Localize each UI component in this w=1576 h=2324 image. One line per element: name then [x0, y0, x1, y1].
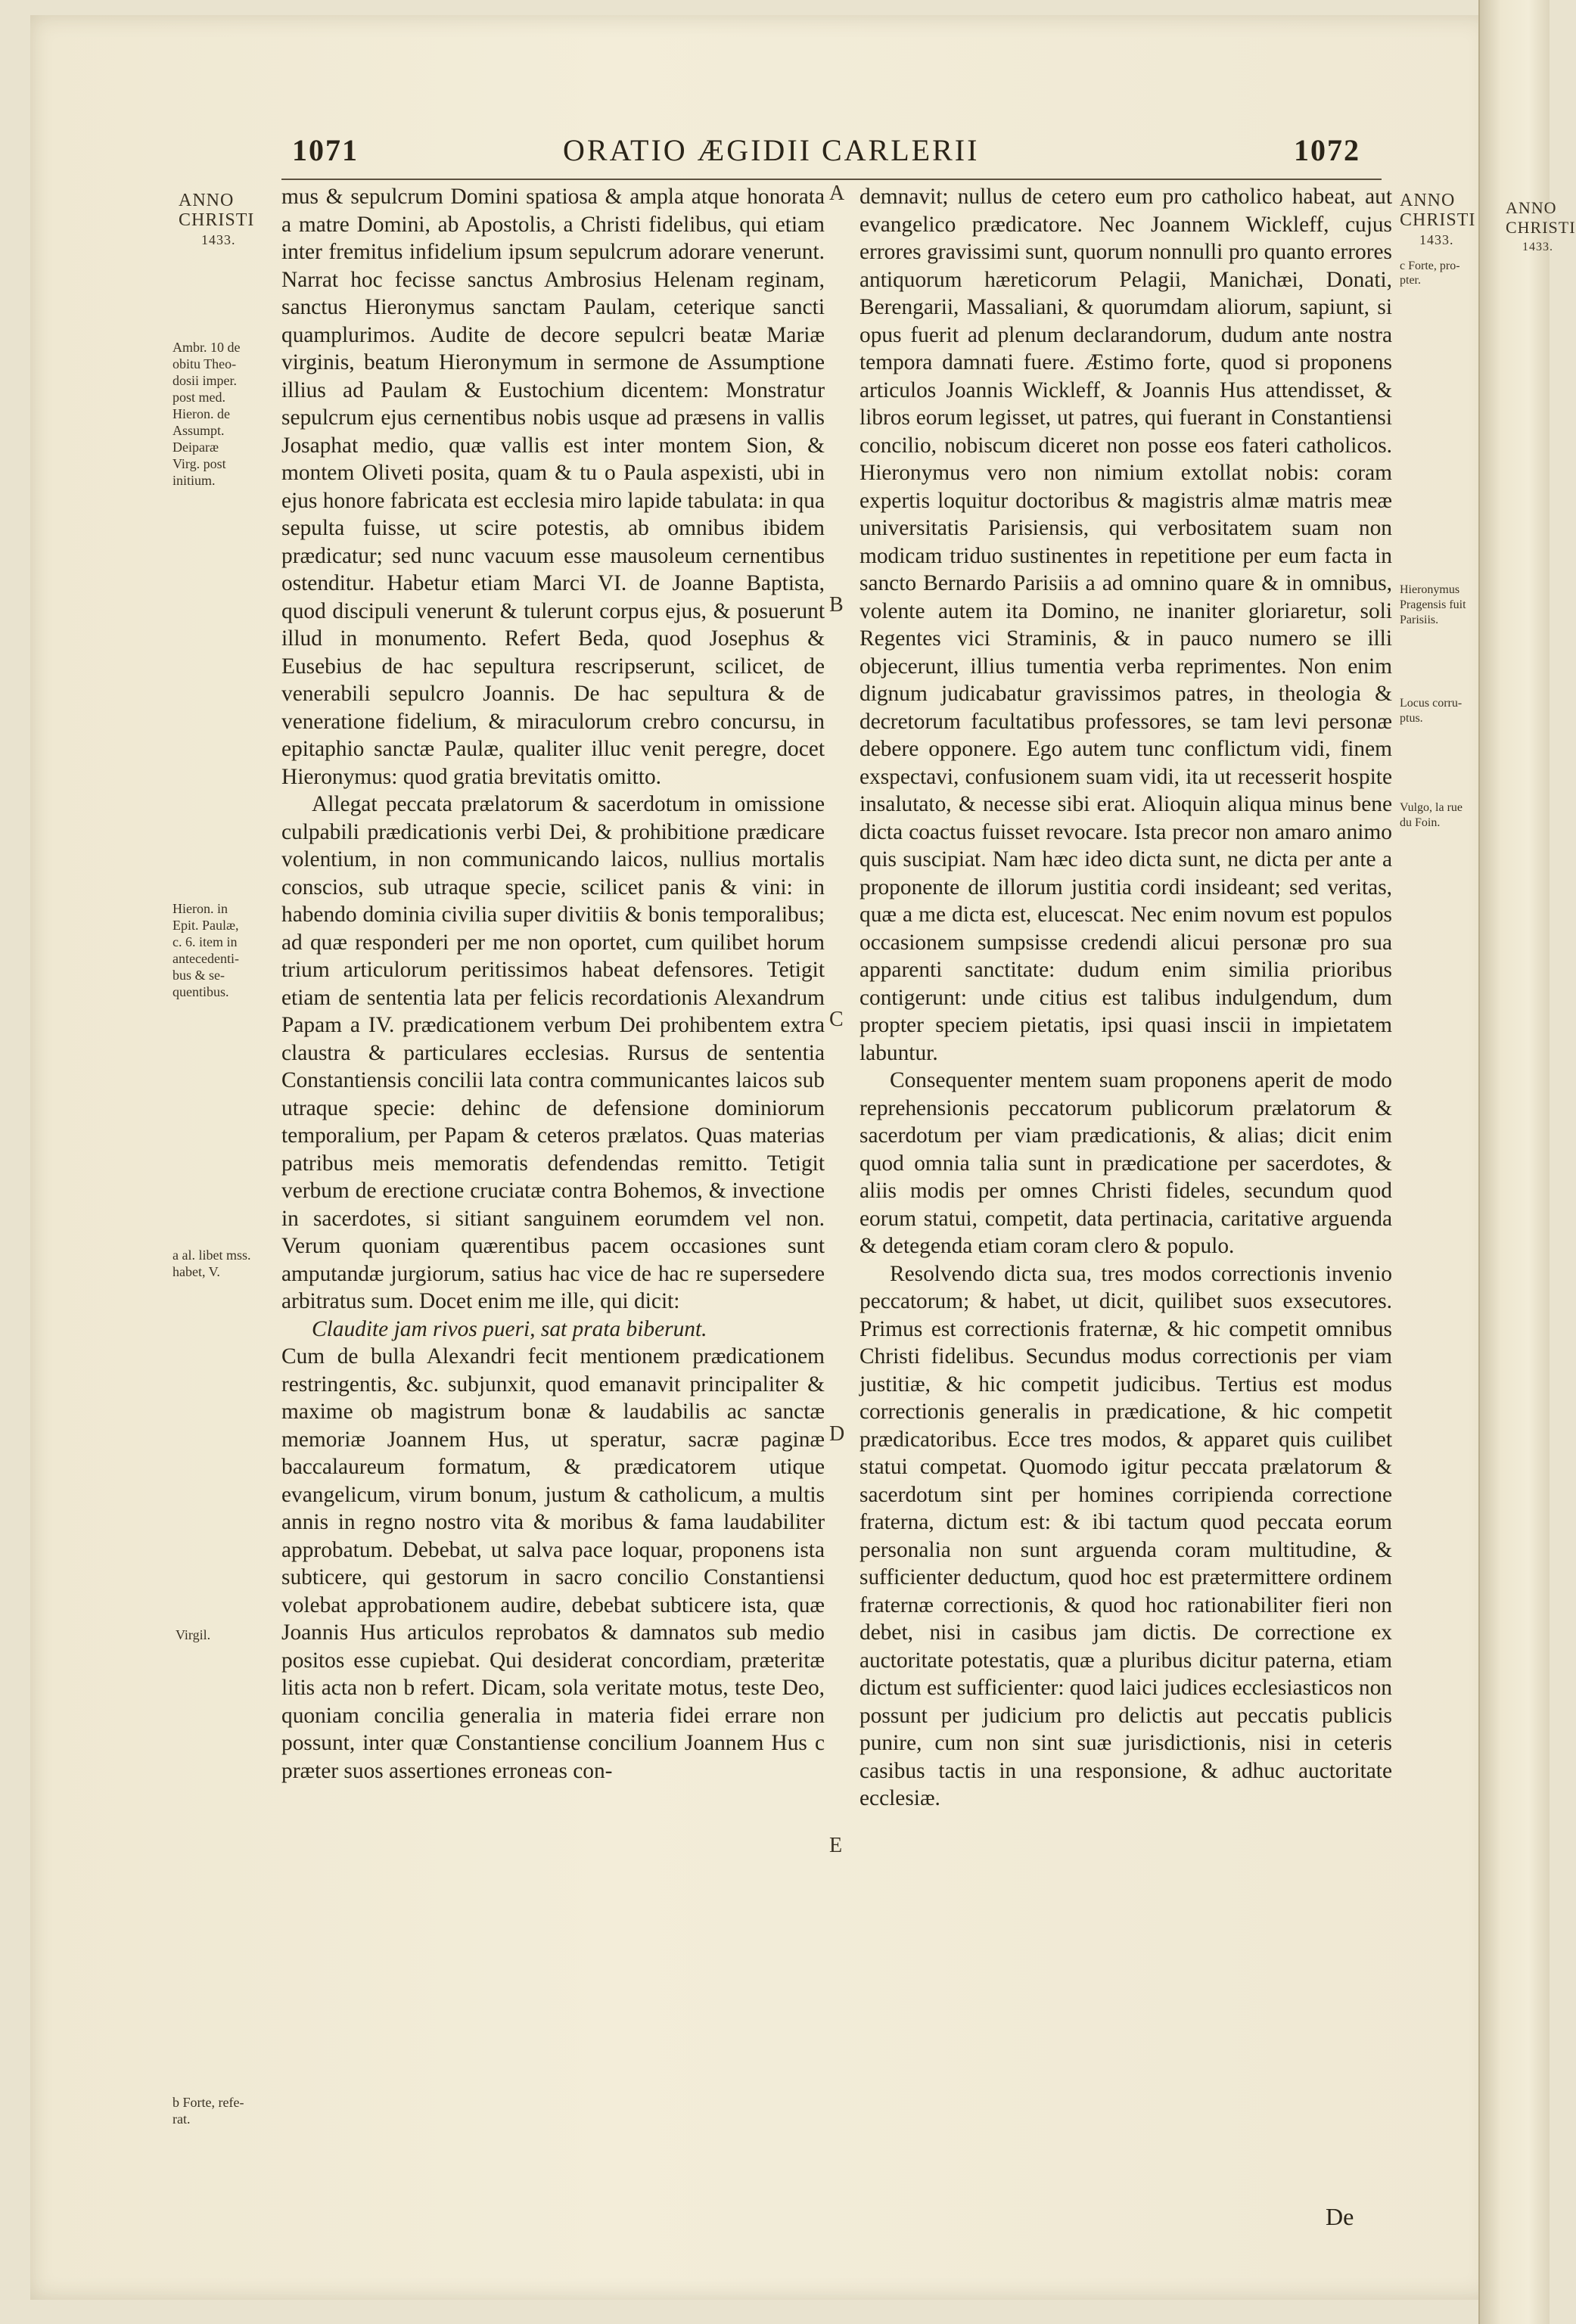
note-line: b Forte, refe-: [173, 2095, 244, 2110]
section-letter-c: C: [829, 1008, 844, 1031]
note-line: Ambr. 10 de: [173, 340, 241, 355]
anno-label: ANNO: [179, 191, 235, 210]
catchword: De: [1326, 2203, 1354, 2230]
note-line: c Forte, pro-: [1400, 259, 1460, 272]
right-page-number: 1072: [1294, 133, 1360, 167]
margin-note-locus: [1400, 696, 1462, 726]
note-line: Locus corru-: [1400, 697, 1463, 710]
note-line: c. 6. item in: [173, 934, 238, 949]
note-line: habet, V.: [173, 1264, 220, 1279]
margin-note-vulgo: [1400, 800, 1463, 831]
paragraph: Resolvendo dicta sua, tres modos correctionis invenio peccatorum; & habet, ut dicit, quilibet suos exsecutores. Primus est correctionis fraternæ, & hic competit omnibus Christi fidelibus. Secundus modus correctionis per viam justitiæ, & hic competit judicibus. Tertius est modus correctionis generalis in prædicatione, & hic competit prædicatoribus. Ecce tres modos, & apparet quis cuilibet statui competat. Quomodo igitur peccata prælatorum & sacerdotum sint per homines corripienda correctione fraterna, dictum est: & ibi tactum quod peccata eorum personalia non sunt arguenda coram multitudine, & sufficienter deductum, quod hoc est prætermittere ordinem fraternæ correctionis, & quod hoc rationabiliter fieri non debet, nisi in casibus jam dictis. De correctione ex auctoritate potestatis, quæ a pluribus dicitur paterna, etiam dictum est sufficienter: quod laici judices ecclesiasticos non possunt per judicium pro delictis aut peccatis publicis punire, cum non sint suæ jurisdictionis, nisi in ceteris casibus tactis in una responsione, & adhuc auctoritate ecclesiæ.: [859, 1261, 1392, 1810]
verse-quote: [281, 1316, 825, 1344]
note-line: quentibus.: [173, 984, 229, 999]
christi-label: CHRISTI: [179, 210, 255, 230]
paragraph: Consequenter mentem suam proponens aperit de modo reprehensionis peccatorum publicorum prælatorum & sacerdotum per viam prædicationis, & alias; dicit enim quod omnia talia sunt in prædicatione per sacerdotes, & aliis modis per omnes Christi fideles, secundum quod eorum statui, competit, data pertinacia, caritative arguenda & detegenda etiam coram clero & populo.: [859, 1068, 1392, 1258]
note-line: Assumpt.: [173, 423, 225, 438]
paragraph: Allegat peccata prælatorum & sacerdotum in omissione culpabili prædicationis verbi Dei, & prohibitione prædicare volentium, in non communicando laicos, nullius mortalis conscios, sub utraque specie, scilicet panis & vini: in habendo dominia civilia super divitiis & bonis temporalibus; ad quæ responderi per me non oportet, cum quilibet horum trium articulorum peritissimos habeat defensores. Tetigit etiam de sententia lata per felicis recordationis Alexandrum Papam a IV. prædicationem verbum Dei prohibentem extra claustra & particulares ecclesias. Rursus de sententia Constantiensis concilii lata contra communicantes laicos sub utraque specie: dehinc de defensione dominiorum temporalium, per Papam & ceteros prælatos. Quas materias patribus meis memoratis defendendas remitto. Tetigit verbum de erectione cruciatæ contra Bohemos, & invectione in sacerdotes, si sitiant sanguinem eorumdem vel non. Verum quoniam quærentibus pacem occasiones sunt amputandæ jurgiorum, satius hac vice de hac re supersedere arbitratus sum. Docet enim me ille, qui dicit:: [281, 792, 825, 1313]
note-line: Epit. Paulæ,: [173, 918, 239, 933]
year-label: 1433.: [1522, 241, 1553, 253]
note-line: Hieronymus: [1400, 583, 1460, 596]
note-line: Deiparæ: [173, 440, 219, 455]
note-line: Pragensis fuit: [1400, 598, 1466, 611]
paragraph: Cum de bulla Alexandri fecit mentionem prædicationem restringentis, &c. subjunxit, quod emanavit principaliter & maxime ob magistrum bonæ & laudabilis ac sanctæ memoriæ Joannem Hus, ut speratur, sacræ paginæ baccalaureum formatum, & prædicatorem utique evangelicum, virum bonum, justum & catholicum, a multis annis in regno nostro vita & moribus & fama laudabiliter approbatum. Debebat, ut salva pace loquar, proponens ista subticere, qui gestorum in sacro concilio Constantiensi volebat approbationem audire, debebat subticere ista, quæ Joannis Hus articulos reprobatos & damnatos sub medio positos esse cupiebat. Qui desiderat concordiam, præteritæ litis acta non b refert. Dicam, sola veritate motus, teste Deo, quoniam concilia generalia in materia fidei errare non possunt, inter quæ Constantiense concilium Joannem Hus c præter suos assertiones erroneas con-: [281, 1344, 825, 1783]
section-letter-d: D: [829, 1422, 845, 1446]
margin-note-virgil: Virgil.: [176, 1627, 211, 1642]
verse-text: Claudite jam rivos pueri, sat prata biberunt.: [312, 1316, 707, 1341]
header-rule: [281, 179, 1382, 180]
left-page-number: 1071: [292, 133, 359, 167]
right-text-column: [859, 183, 1392, 1813]
facing-page-anno: [1506, 198, 1576, 257]
section-letter-b: B: [829, 593, 844, 617]
margin-note-refer: [173, 2094, 244, 2127]
note-line: du Foin.: [1400, 816, 1441, 829]
margin-note-hieron: [173, 900, 239, 1000]
margin-note-ambrose: [173, 339, 241, 489]
note-line: rat.: [173, 2111, 191, 2127]
note-line: a al. libet mss.: [173, 1247, 251, 1263]
note-line: initium.: [173, 473, 216, 488]
running-title: ORATIO ÆGIDII CARLERII: [563, 133, 980, 167]
margin-note-propter: [1400, 259, 1460, 287]
note-line: obitu Theo-: [173, 356, 237, 371]
note-line: Hieron. in: [173, 901, 228, 916]
margin-note-hieronymus: [1400, 583, 1466, 628]
margin-anno-right: [1400, 191, 1475, 250]
facing-page-edge: [1478, 0, 1576, 2324]
margin-anno-left: [179, 191, 254, 250]
note-line: Vulgo, la rue: [1400, 801, 1463, 814]
margin-note-variant: [173, 1247, 250, 1280]
left-text-column: [281, 183, 825, 1785]
paragraph: demnavit; nullus de cetero eum pro catholico habeat, aut evangelico prædicatore. Nec Joannem Wickleff, cujus errores gravissimi sunt, quorum nonnulli pro quanto errores antiquorum hæreticorum Pelagii, Manichæi, Donati, Berengarii, Massaliani, & quorumdam aliorum, sapiunt, si opus fuerit ad plenum declarandorum, dudum ante nostra tempora damnati fuere. Æstimo forte, quod si proponens articulos Joannis Wickleff, & Joannis Hus attendisset, & libros eorum legisset, ut patres, qui fuerant in Constantiensi concilio, nobiscum diceret non posse eos fateri catholicos. Hieronymus vero non nimium extollat nobis: coram expertis loquitur doctoribus & magistris almæ matris meæ universitatis Parisiensis, qui verbositatem suam non modicam triduo sustinentes in repetitione per eum facta in sancto Bernardo Parisiis a ad omnino quare & in omnibus, volente autem ita Domino, ne inaniter gloriaretur, soli Regentes vici Straminis, & in pauco numero se illi objecerunt, illius tumentia verba reprimentes. Non enim dignum judicabatur gravissimos patres, in theologia & decretorum facultatibus professores, se tam levi personæ debere opponere. Ego autem tunc conflictum vidi, finem exspectavi, confusionem suam vidi, ita ut recesserit hospite insalutato, & necesse sibi erat. Alioquin aliqua minus bene dicta coactus fuisset revocare. Ista precor non amaro animo quis suscipiat. Nam hæc ideo dicta sunt, ne dicta per ante a proponente de illorum justitia cordi insideant; sed veritas, quæ a me dicta est, elucescat. Nec enim novum est populos occasionem sumpsisse credendi alicui personæ pro sua apparenti sanctitate: dudum enim similia prioribus contigerunt: unde citius est talibus indulgendum, dum propter speciem pietatis, ipsi quasi inscii in impietatem labuntur.: [859, 185, 1392, 1065]
note-line: Parisiis.: [1400, 614, 1439, 626]
note-line: pter.: [1400, 274, 1421, 287]
note-line: dosii imper.: [173, 373, 237, 388]
paragraph: mus & sepulcrum Domini spatiosa & ampla atque honorata a matre Domini, ab Apostolis, a Christi fidelibus, qui etiam inter fremitus infidelium ipsum sepulcrum adorare venerunt. Narrat hoc fecisse sanctus Ambrosius Helenam reginam, sanctus Hieronymus sanctam Paulam, ceterique sancti quamplurimos. Audite de decore sepulcri beatæ Mariæ virginis, beatum Hieronymum in sermone de Assumptione illius ad Paulam & Eustochium dicentem: Monstratur sepulcrum ejus cernentibus nobis usque ad præsens in vallis Josaphat medio, quæ vallis est inter montem Sion, & montem Oliveti posita, quam & tu o Paula aspexisti, ubi in ejus honore fabricata est ecclesia miro lapide tabulata: in qua sepulta fuisse, ut scire potestis, ab omnibus ibidem prædicatur; sed nunc vacuum esse mausoleum cernentibus ostenditur. Habetur etiam Marci VI. de Joanne Baptista, quod discipuli venerunt & tulerunt corpus ejus, & posuerunt illud in monumento. Refert Beda, quod Josephus & Eusebius de hac sepultura rescripserunt, scilicet, de venerabili sepulcro Joannis. De hac sepultura & de veneratione fidelium, & miraculorum crebro concursu, in epitaphio sanctæ Paulæ, qualiter illuc venit peregre, docet Hieronymus: quod gratia brevitatis omitto.: [281, 185, 825, 789]
running-header: [0, 132, 1550, 178]
section-letter-a: A: [829, 182, 845, 205]
anno-label: ANNO: [1506, 198, 1557, 217]
christi-label: CHRISTI: [1400, 210, 1476, 230]
note-line: post med.: [173, 390, 225, 405]
year-label: 1433.: [201, 232, 236, 247]
section-letter-e: E: [829, 1834, 843, 1857]
note-line: ptus.: [1400, 712, 1423, 725]
note-line: antecedenti-: [173, 951, 239, 966]
note-line: Hieron. de: [173, 406, 230, 421]
year-label: 1433.: [1419, 232, 1454, 247]
anno-label: ANNO: [1400, 191, 1456, 210]
note-line: bus & se-: [173, 968, 225, 983]
christi-label: CHRISTI: [1506, 218, 1576, 237]
note-line: Virg. post: [173, 456, 226, 471]
